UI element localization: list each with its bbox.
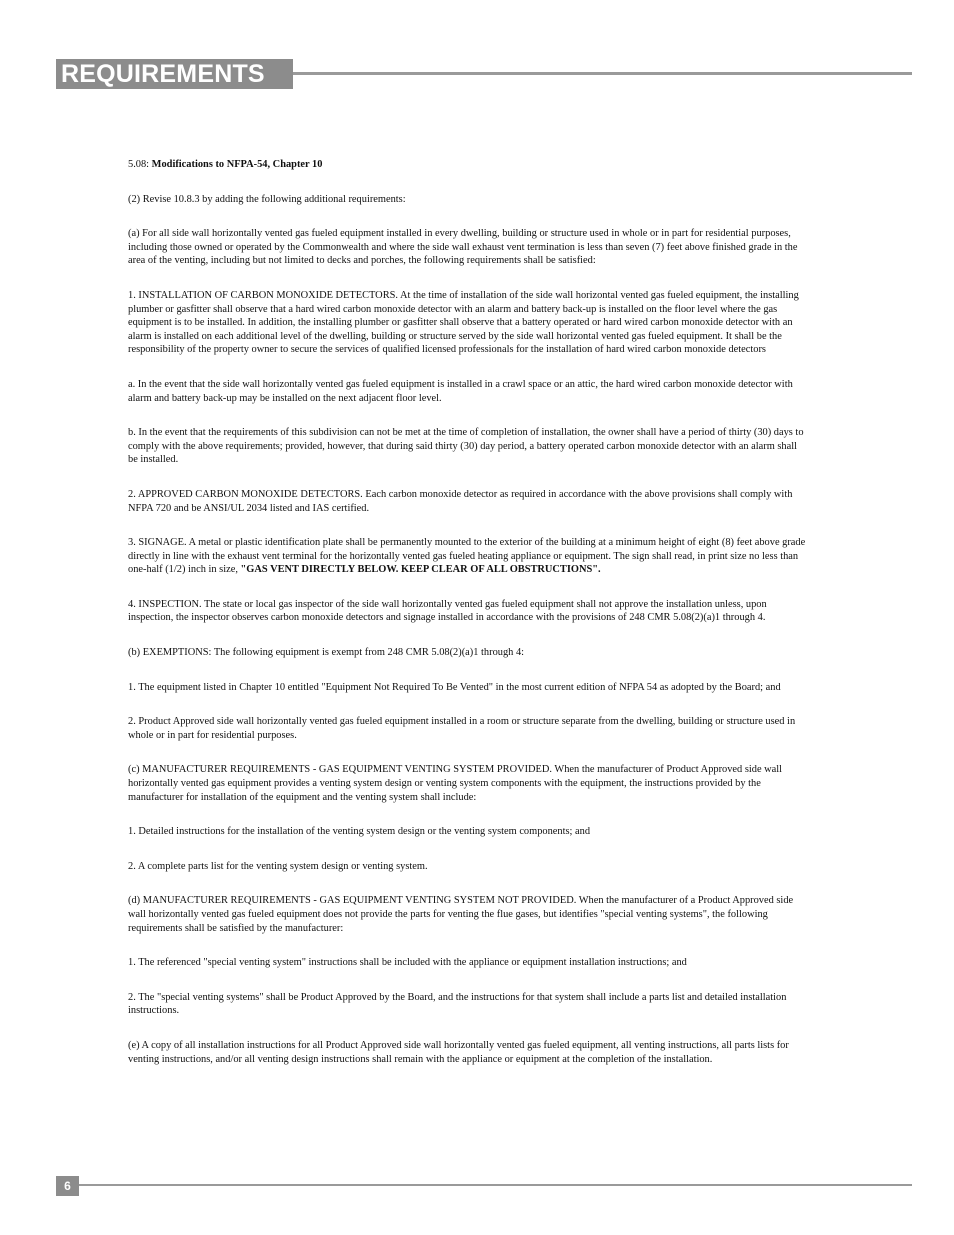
section-heading [128,158,808,172]
paragraph: (e) A copy of all installation instructions for all Product Approved side wall horizontally vented gas fueled equipment, all venting instructions, all parts lists for venting instructions, and/or all venting design instructions shall remain with the appliance or equipment at the completion of the installation. [128,1039,789,1065]
paragraph: 2. Product Approved side wall horizontally vented gas fueled equipment installed in a room or structure separate from the dwelling, building or structure used in whole or in part for residential purposes. [128,716,796,741]
paragraph: 2. APPROVED CARBON MONOXIDE DETECTORS. Each carbon monoxide detector as required in accordance with the above provisions shall comply with NFPA 720 and be ANSI/UL 2034 listed and IAS certified. [128,488,793,514]
paragraph: (b) EXEMPTIONS: The following equipment is exempt from 248 CMR 5.08(2)(a)1 through 4: [128,647,525,659]
paragraph: (2) Revise 10.8.3 by adding the following additional requirements: [128,193,406,205]
section-title: Modifications to NFPA-54, Chapter 10 [151,159,323,170]
paragraph: 1. The referenced "special venting system" instructions shall be included with the appliance or equipment installation instructions; and [128,957,687,969]
paragraph: b. In the event that the requirements of this subdivision can not be met at the time of completion of installation, the owner shall have a period of thirty (30) days to comply with the above requirements; provided, however, that during said thirty (30) day period, a battery operated carbon monoxide detector with an alarm shall be installed. [128,427,804,466]
paragraph: 4. INSPECTION. The state or local gas inspector of the side wall horizontally vented gas fueled equipment shall not approve the installation unless, upon inspection, the inspector observes carbon monoxide detectors and signage installed in accordance with the provisions of 248 CMR 5.08(2)(a)1 through 4. [128,598,767,624]
signage-text: 3. SIGNAGE. A metal or plastic identification plate shall be permanently mounted to the exterior of the building at a minimum height of eight (8) feet above grade directly in line with the exhaust vent terminal for the horizontally vented gas fueled heating appliance or equipment. The sign shall read, in print size no less than one-half (1/2) inch in size, [128,537,806,576]
paragraph: (a) For all side wall horizontally vented gas fueled equipment installed in every dwelling, building or structure used in whole or in part for residential purposes, including those owned or operated by the Commonwealth and where the side wall exhaust vent termination is less than seven (7) feet above finished grade in the area of the venting, including but not limited to decks and porches, the following requirements shall be satisfied: [128,228,798,267]
paragraph: 1. The equipment listed in Chapter 10 entitled "Equipment Not Required To Be Vented" in the most current edition of NFPA 54 as adopted by the Board; and [128,681,781,693]
header-rule [293,72,912,75]
signage-warning-text: "GAS VENT DIRECTLY BELOW. KEEP CLEAR OF ALL OBSTRUCTIONS". [240,564,601,576]
footer-rule [79,1184,912,1186]
signage-paragraph [128,536,808,577]
paragraph: 2. The "special venting systems" shall be Product Approved by the Board, and the instructions for that system shall include a parts list and detailed installation instructions. [128,991,787,1017]
page-title: REQUIREMENTS [61,60,265,88]
page-number: 6 [64,1179,71,1193]
document-body [128,158,808,1087]
paragraph: (c) MANUFACTURER REQUIREMENTS - GAS EQUIPMENT VENTING SYSTEM PROVIDED. When the manufacturer of Product Approved side wall horizontally vented gas equipment provides a venting system design or venting system components with the equipment, the instructions provided by the manufacturer for installation of the equipment and the venting system shall include: [128,764,783,803]
paragraph: a. In the event that the side wall horizontally vented gas fueled equipment is installed in a crawl space or an attic, the hard wired carbon monoxide detector with alarm and battery back-up may be installed on the next adjacent floor level. [128,378,793,404]
paragraph: 1. INSTALLATION OF CARBON MONOXIDE DETECTORS. At the time of installation of the side wall horizontal vented gas fueled equipment, the installing plumber or gasfitter shall observe that a hard wired carbon monoxide detector with an alarm and battery back-up is installed on the floor level where the gas equipment is to be installed. In addition, the installing plumber or gasfitter shall observe that a battery operated or hard wired carbon monoxide detector with an alarm is installed on each additional level of the dwelling, building or structure served by the side wall horizontal vented gas fueled equipment. It shall be the responsibility of the property owner to secure the services of qualified licensed professionals for the installation of hard wired carbon monoxide detectors [128,289,799,356]
paragraph: (d) MANUFACTURER REQUIREMENTS - GAS EQUIPMENT VENTING SYSTEM NOT PROVIDED. When the manufacturer of a Product Approved side wall horizontally vented gas fueled equipment does not provide the parts for venting the flue gases, but identifies "special venting systems", the following requirements shall be satisfied by the manufacturer: [128,895,794,934]
paragraph: 1. Detailed instructions for the installation of the venting system design or the venting system components; and [128,826,591,838]
paragraph: 2. A complete parts list for the venting system design or venting system. [128,860,428,872]
section-number: 5.08: [128,159,152,170]
